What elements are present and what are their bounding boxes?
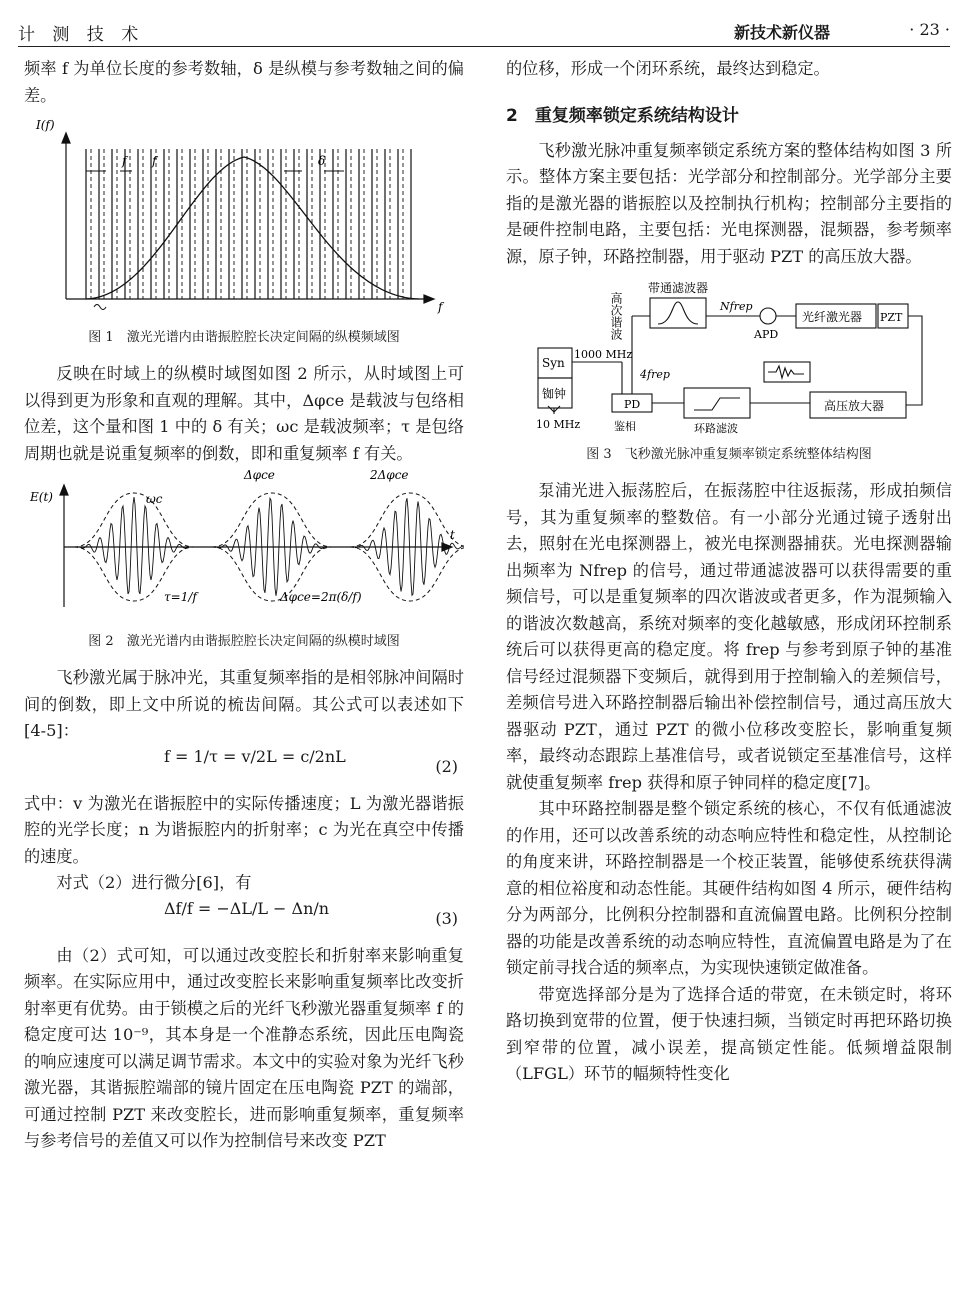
page-number: · 23 · <box>909 20 950 39</box>
inset-wave <box>768 366 804 378</box>
y-axis-arrow <box>62 133 70 143</box>
header-rule <box>18 46 950 47</box>
paragraph: 泵浦光进入振荡腔后，在振荡腔中往返振荡，形成拍频信号，其为重复频率的整数倍。有一小部分光通过镜子透射出去，照射在光电探测器上，被光电探测器捕获。光电探测器输出频率为 Nfrep 的信号，通过带通滤波器可以获得需要的重频信号，可以是重复频率的四次谐波或者更多，作为混频输入的谐波次数越高，系统对频率的变化越敏感，形成闭环控制系统后可以获得更高的稳定度。将 frep 与参考到原子钟的基准信号经过混频器下变频后，就得到用于控制输入的差频信号，差频信号进入环路控制器后输出补偿控制信号，通过高压放大器驱动 PZT，通过 PZT 的微小位移改变腔长，影响重复频率，最终动态跟踪上基准信号，或者说锁定至基准信号，这样就使重复频率 frep 获得和原子钟同样的稳定度[7]。 <box>506 481 952 792</box>
journal-name: 计 测 技 术 <box>18 25 145 45</box>
axis-break <box>94 305 106 310</box>
fig3-pd: PD <box>624 398 641 411</box>
fig3-nfrep: Nfrep <box>720 300 753 313</box>
antenna <box>548 406 560 414</box>
wire <box>906 316 922 405</box>
paragraph: 式中：v 为激光在谐振腔中的实际传播速度；L 为激光器谐振腔的光学长度；n 为谐振腔内的折射率；c 为光在真空中传播的速度。 <box>24 793 464 866</box>
figure-2-caption: 图 2 激光光谱内由谐振腔腔长决定间隔的纵模时域图 <box>88 634 400 649</box>
paragraph: 飞秒激光属于脉冲光，其重复频率指的是相邻脉冲间隔时间的倒数，即上文中所说的梳齿间隔。其公式可以表述如下[4-5]： <box>24 668 464 740</box>
paragraph: 对式（2）进行微分[6]，有 <box>56 873 252 892</box>
fig3-pzt: PZT <box>880 311 903 324</box>
pulse-carrier <box>79 497 189 594</box>
y-axis-arrow <box>60 485 68 495</box>
paragraph: 的位移，形成一个闭环系统，最终达到稳定。 <box>506 59 830 78</box>
fig3-1000mhz: 1000 MHz <box>574 348 633 361</box>
fig3-apd: APD <box>754 328 779 341</box>
left-column <box>24 56 464 1155</box>
fig2-tau: τ=1/f <box>164 590 197 604</box>
fig3-syn: Syn <box>542 356 565 370</box>
fig3-4frep: 4frep <box>640 368 670 381</box>
paragraph: 带宽选择部分是为了选择合适的带宽，在未锁定时，将环路切换到宽带的位置，便于快速扫频，当锁定时再把环路切换到窄带的位置，减小误差，提高锁定性能。低频增益限制（LFGL）环节的幅频特性变化 <box>506 984 952 1083</box>
right-column <box>506 56 952 1088</box>
paragraph: 其中环路控制器是整个锁定系统的核心，不仅有低通滤波的作用，还可以改善系统的动态响应特性和稳定性，从控制论的角度来讲，环路控制器是一个校正装置，能够使系统获得满意的相位裕度和动态性能。其硬件结构如图 4 所示，硬件结构分为两部分，比例积分控制器和直流偏置电路。比例积分控制器的功能是改善系统的动态响应特性，直流偏置电路是为了在锁定前寻找合适的频率点，为实现快速锁定做准备。 <box>506 799 952 977</box>
figure-1 <box>24 109 464 319</box>
fig3-hva: 高压放大器 <box>824 399 885 413</box>
fig1-f-label-2: f <box>152 154 157 168</box>
equation-body: Δf/f = −ΔL/L − Δn/n <box>164 898 330 918</box>
figure-2 <box>24 467 464 623</box>
fig3-phase: 鉴相 <box>614 420 636 433</box>
fig2-xlabel: t <box>450 528 455 542</box>
fig2-omega: ωc <box>146 492 163 506</box>
paragraph: 飞秒激光脉冲重复频率锁定系统方案的整体结构如图 3 所示。整体方案主要包括：光学部分和控制部分。光学部分主要指的是激光器的谐振腔以及控制执行机构；控制部分主要指的是硬件控制电路，主要包括：光电探测器，混频器，参考频率源，原子钟，环路控制器，用于驱动 PZT 的高压放大器。 <box>506 140 952 266</box>
fig2-dphi1: Δφce <box>244 468 275 482</box>
paragraph: 反映在时域上的纵模时域图如图 2 所示，从时域图上可以得到更为形象和直观的理解。其中，Δφce 是载波与包络相位差，这个量和图 1 中的 δ 有关；ωc 是载波频率；τ 是包络周期也就是说重复频率的倒数，即和重复频率 f 有关。 <box>24 364 464 463</box>
equation-number: (3) <box>435 908 458 928</box>
fig3-loop: 环路滤波 <box>694 422 738 435</box>
equation-3 <box>24 897 464 943</box>
fig2-dphi2: 2Δφce <box>370 468 409 482</box>
fig1-delta-label: δ <box>318 154 326 168</box>
fig3-harmonic: 高次谐波 <box>609 292 623 340</box>
fig3-clock: 铷钟 <box>542 387 567 401</box>
apd-detector <box>760 308 776 324</box>
paragraph: 由（2）式可知，可以通过改变腔长和折射率来影响重复频率。在实际应用中，通过改变腔长来影响重复频率比改变折射率更有优势。由于锁模之后的光纤飞秒激光器重复频率 f 的稳定度可达 10⁻⁹，其本身是一个准静态系统，因此压电陶瓷的响应速度可以满足调节需求。本文中的实验对象为光纤飞秒激光器，其谐振腔端部的镜片固定在压电陶瓷 PZT 的端部，可通过控制 PZT 来改变腔长，进而影响重复频率，重复频率与参考信号的差值又可以作为控制信号来改变 PZT <box>24 945 464 1150</box>
section-heading: 2 重复频率锁定系统结构设计 <box>506 105 739 126</box>
fig2-dphi-eq: Δφce=2π(δ/f) <box>280 590 362 604</box>
fig1-xlabel: f <box>438 300 443 314</box>
fig1-f-label-1: f <box>122 154 127 168</box>
equation-body: f = 1/τ = v/2L = c/2nL <box>164 746 346 766</box>
paragraph: 频率 f 为单位长度的参考数轴，δ 是纵模与参考数轴之间的偏差。 <box>24 59 464 105</box>
spectrum-envelope <box>86 157 419 299</box>
fig2-ylabel: E(t) <box>30 490 53 504</box>
equation-number: (2) <box>435 756 458 776</box>
fig3-10mhz: 10 MHz <box>536 418 581 431</box>
figure-1-caption: 图 1 激光光谱内由谐振腔腔长决定间隔的纵模频域图 <box>88 330 400 345</box>
section-name: 新技术新仪器 <box>733 23 830 42</box>
figure-3 <box>506 278 952 436</box>
figure-3-caption: 图 3 飞秒激光脉冲重复频率锁定系统整体结构图 <box>586 447 872 462</box>
equation-2 <box>24 745 464 791</box>
x-axis-arrow <box>424 295 434 303</box>
fig1-ylabel: I(f) <box>36 118 55 132</box>
fig3-laser: 光纤激光器 <box>802 310 863 324</box>
page-header <box>18 14 950 44</box>
bandpass-curve <box>658 302 698 324</box>
loop-filter-curve <box>694 398 740 410</box>
fig3-bpf: 带通滤波器 <box>648 281 709 295</box>
